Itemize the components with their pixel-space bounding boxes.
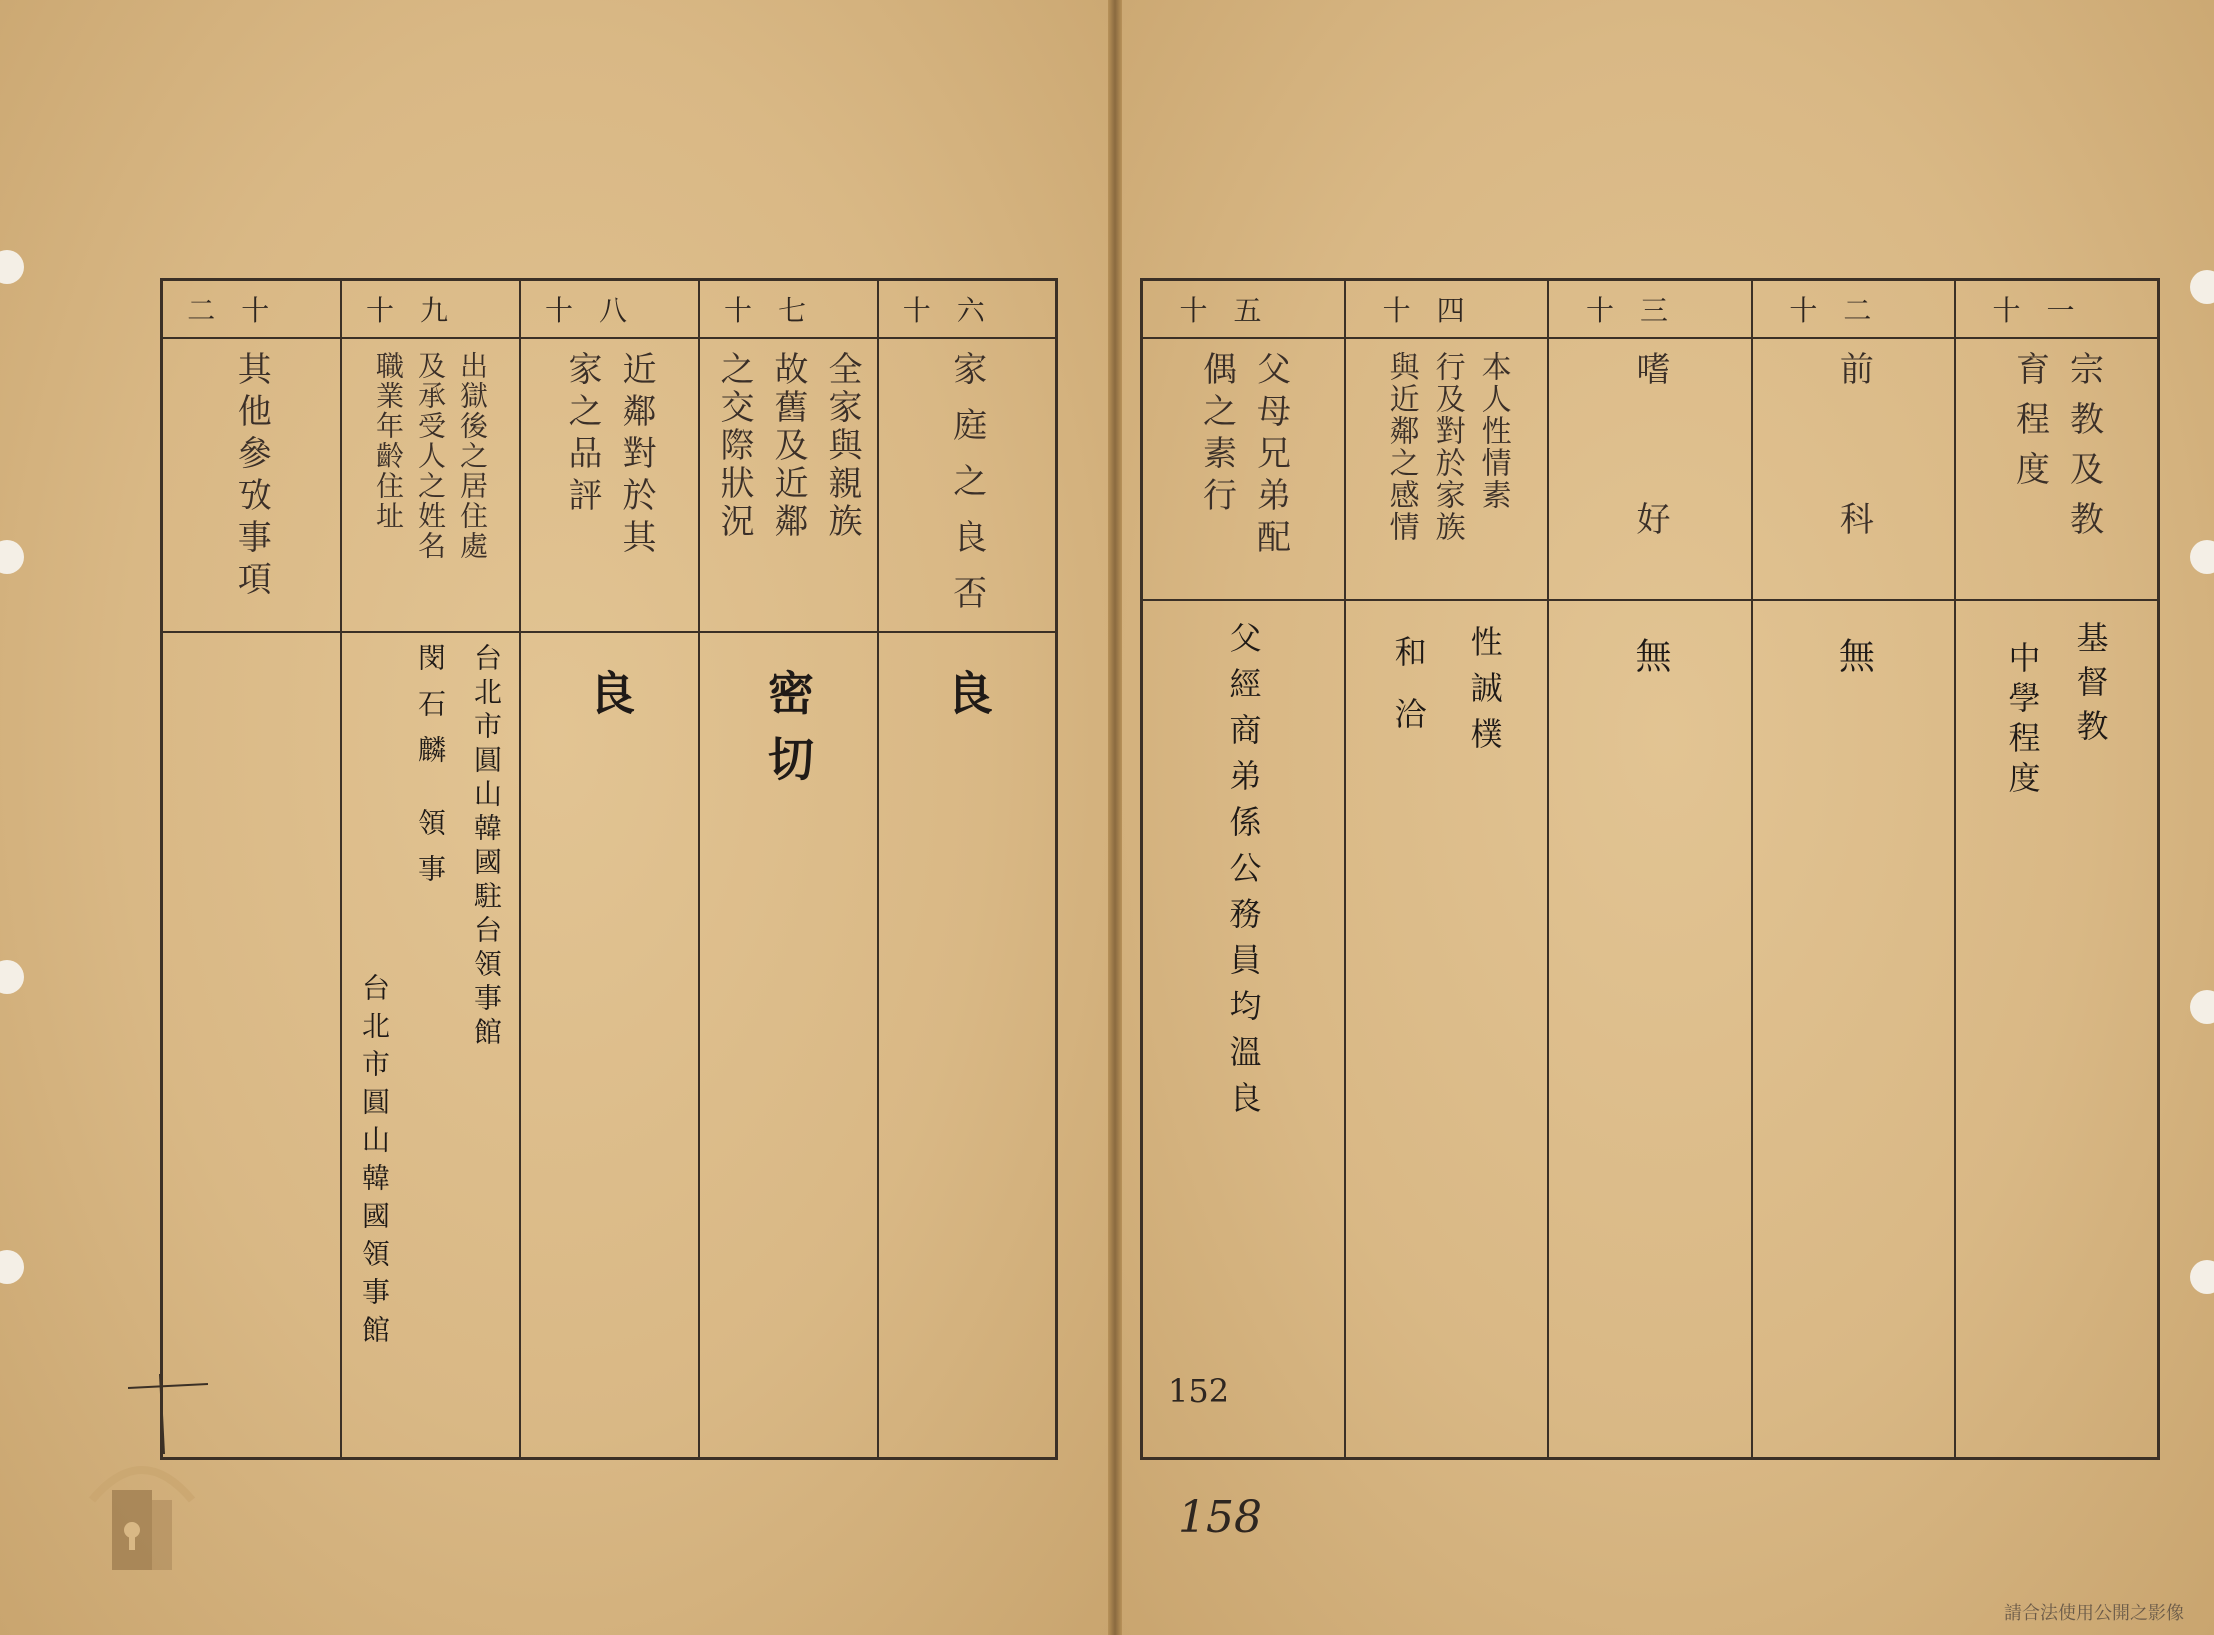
pencil-folio-number: 158	[1178, 1492, 1262, 1543]
archive-logo-icon	[82, 1440, 202, 1580]
item-number-cell: 十九	[341, 280, 520, 339]
item-number-cell: 十二	[1752, 280, 1955, 339]
heading-criminal-record: 前 科	[1752, 338, 1955, 600]
right-register-table	[1140, 278, 2160, 1460]
answer-neighbor-evaluation: 良	[520, 632, 699, 1459]
item-number-cell: 十五	[1142, 280, 1345, 339]
item-number-cell: 十七	[699, 280, 878, 339]
item-number-cell: 十三	[1548, 280, 1751, 339]
heading-family-conduct: 父母兄弟配 偶之素行	[1142, 338, 1345, 600]
heading-post-release-residence: 出獄後之居住處 及承受人之姓名 職業年齡住址	[341, 338, 520, 632]
answer-criminal-record: 無	[1752, 600, 1955, 1459]
heading-household-condition: 家庭之良否	[878, 338, 1057, 632]
answer-family-conduct: 父經商弟係公務員均溫良	[1142, 600, 1345, 1459]
answer-personal-character: 性誠樸 和洽	[1345, 600, 1548, 1459]
page-gutter	[1108, 0, 1122, 1635]
answer-other-remarks	[162, 632, 341, 1459]
item-number-cell: 十六	[878, 280, 1057, 339]
answer-religion-education: 基督教 中學程度	[1955, 600, 2158, 1459]
left-register-table	[160, 278, 1058, 1460]
page-number: 152	[1168, 1372, 1230, 1410]
item-number-cell: 十四	[1345, 280, 1548, 339]
usage-watermark: 請合法使用公開之影像	[2004, 1603, 2184, 1624]
heading-religion-education: 宗教及教 育程度	[1955, 338, 2158, 600]
answer-household-condition: 良	[878, 632, 1057, 1459]
item-number-cell: 二十	[162, 280, 341, 339]
item-number-cell: 十一	[1955, 280, 2158, 339]
item-number-cell: 十八	[520, 280, 699, 339]
answer-post-release-residence: 台北市圓山韓國駐台領事館 閔石麟 領事 台北市圓山韓國領事館	[341, 632, 520, 1459]
heading-personal-character: 本人性情素 行及對於家族 與近鄰之感情	[1345, 338, 1548, 600]
heading-hobbies: 嗜 好	[1548, 338, 1751, 600]
heading-family-relations: 全家與親族 故舊及近鄰 之交際狀況	[699, 338, 878, 632]
heading-neighbor-evaluation: 近鄰對於其 家之品評	[520, 338, 699, 632]
answer-family-relations: 密切	[699, 632, 878, 1459]
heading-other-remarks: 其他參攷事項	[162, 338, 341, 632]
answer-hobbies: 無	[1548, 600, 1751, 1459]
